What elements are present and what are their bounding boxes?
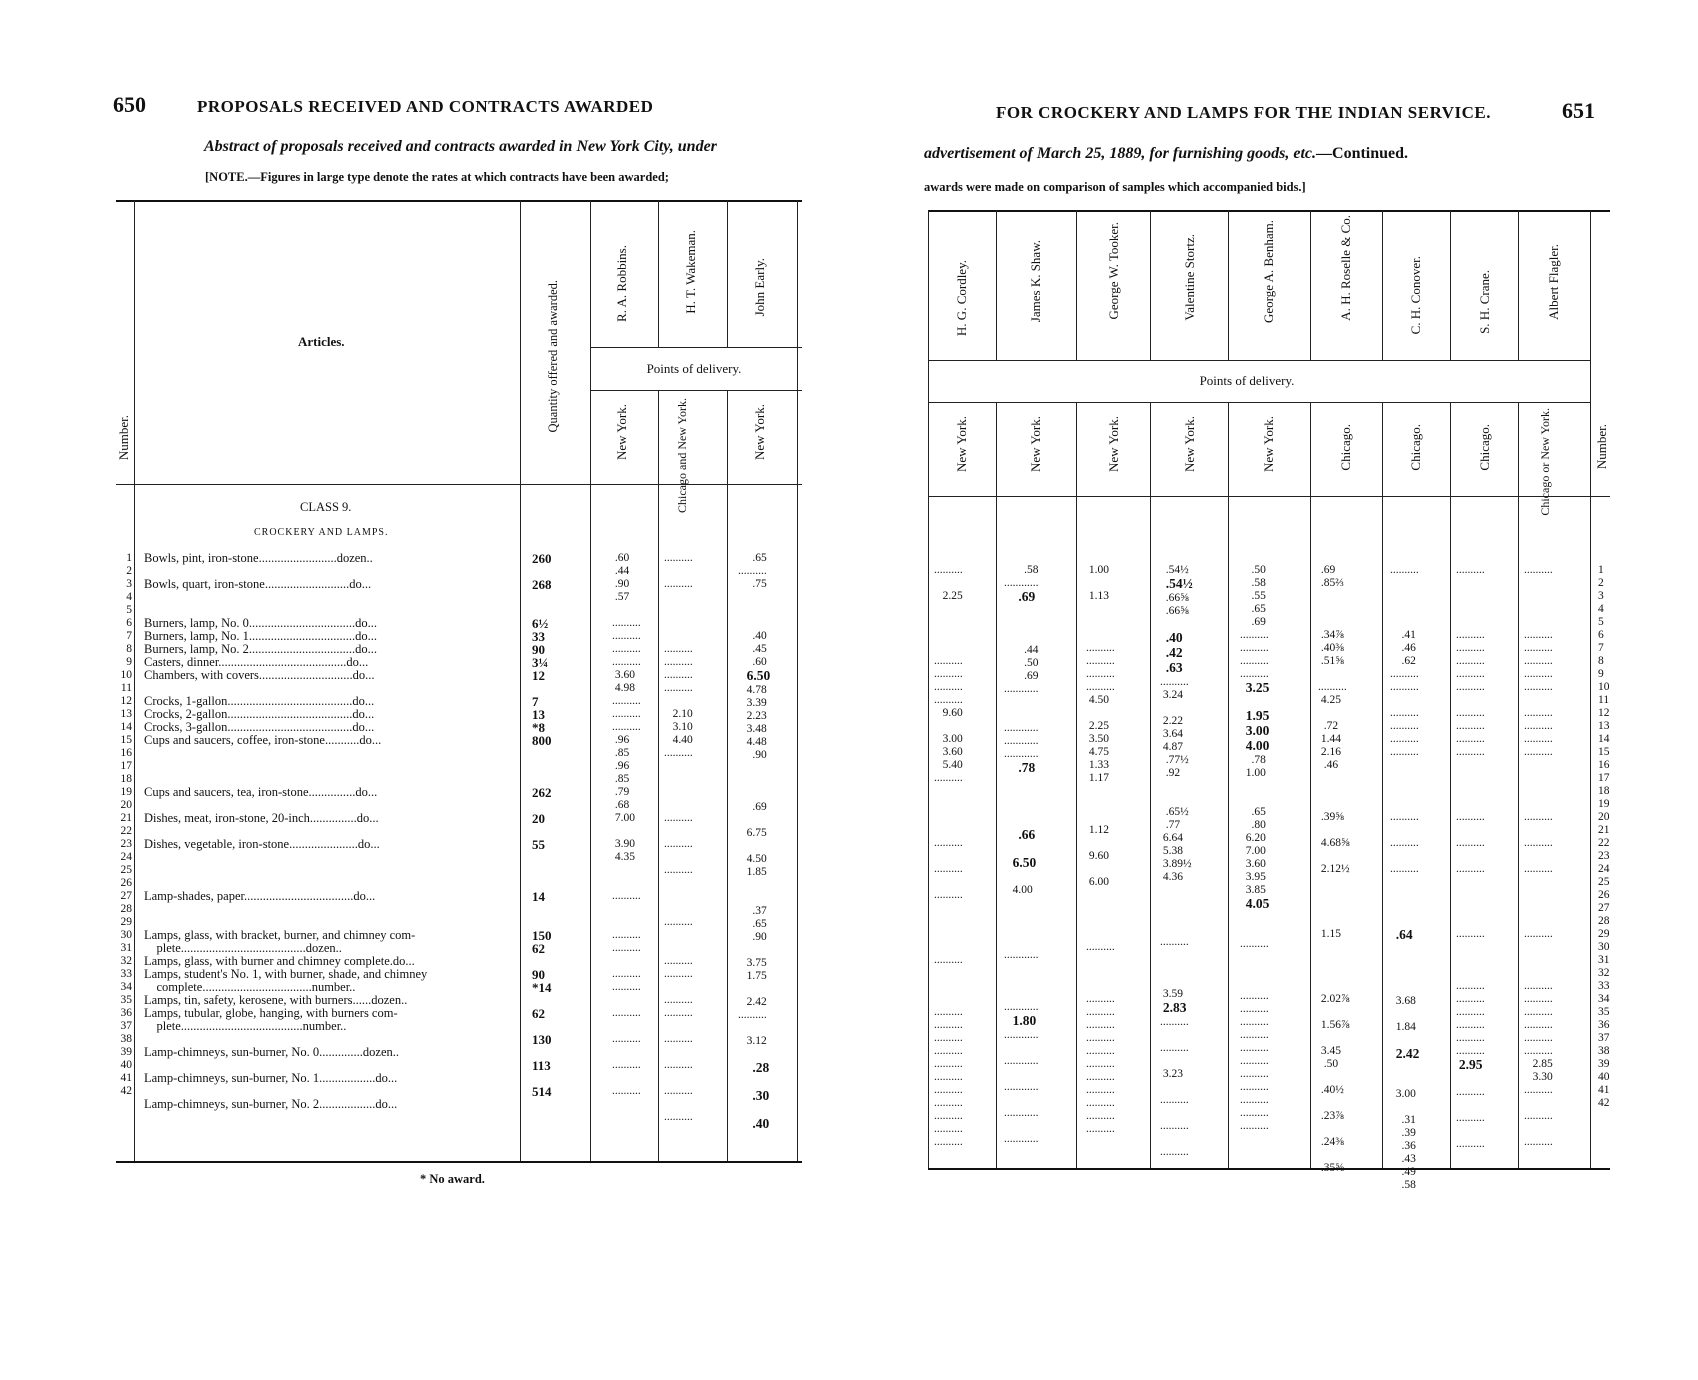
row-number: 40 [120,1059,132,1071]
row-number: 34 [120,981,132,993]
row-number: 7 [1598,642,1604,654]
points-of-delivery-label: Points of delivery. [646,361,742,376]
right-subtitle-tail: —Continued. [1316,145,1409,162]
row-number: 5 [126,604,132,616]
row-number: 35 [1598,1006,1610,1018]
right-col-divider [1518,402,1519,1168]
right-delivery-rule [928,402,1590,403]
row-number: 30 [1598,941,1610,953]
bidder-header: Albert Flagler. [1546,244,1561,320]
class-subtitle: CROCKERY AND LAMPS. [254,527,389,538]
row-number: 12 [1598,707,1610,719]
right-number-header: Number. [1594,424,1609,470]
right-col-divider [1450,402,1451,1168]
right-header-rule [928,496,1610,497]
bidder-header: R. A. Robbins. [614,245,629,322]
row-number: 30 [120,929,132,941]
delivery-point: Chicago and New York. [675,398,689,513]
row-number: 19 [120,786,132,798]
row-number: 28 [1598,915,1610,927]
row-number: 10 [1598,681,1610,693]
left-delivery-rule [590,390,802,391]
row-number: 15 [1598,746,1610,758]
row-number: 9 [1598,668,1604,680]
row-number: 6 [1598,629,1604,641]
right-col-divider [1228,210,1229,360]
roselle-column: .69 .85⅔ .34⅞ .40⅜ .51⅝ .......... 4.25 .72 1.44 2.16 .46 .39⅝ 4.68⅝ 2.12½ 1.15 2.02⅞ 1.56⅞ 3.45 .50 .40½ .23⅞ .24⅜ .35⅝ [1318,564,1350,1174]
row-number: 40 [1598,1071,1610,1083]
left-page-number: 650 [113,92,146,117]
row-number: 3 [1598,590,1604,602]
row-number: 14 [120,721,132,733]
left-running-head: PROPOSALS RECEIVED AND CONTRACTS AWARDED [197,97,654,116]
row-number: 20 [120,799,132,811]
right-page-number: 651 [1562,98,1595,123]
right-col-divider [1590,210,1591,1168]
row-number: 11 [1598,694,1610,706]
stortz-column: .54½ .54½ .66⅝ .66⅝ .40 .42 .63 .......... 3.24 2.22 3.64 4.87 .77½ .92 .65½ .77 6.64 5.38 3.89½ 4.36 .......... 3.59 2.83 .......... .......... 3.23 .......... .......... .......... [1160,564,1193,1158]
row-number: 29 [120,916,132,928]
right-col-divider [1150,210,1151,360]
row-number: 19 [1598,798,1610,810]
row-number: 14 [1598,733,1610,745]
row-number: 26 [120,877,132,889]
articles-list: Bowls, pint, iron-stone.........................dozen.. Bowls, quart, iron-stone...........................do... Burners, lamp, No. 0..................................do... Burners, lamp, No. 1..................................do... Burners, lamp, No. 2..................................do... Casters, dinner.........................................do... Chambers, with covers..............................do... Crocks, 1-gallon........................................do... Crocks, 2-gallon........................................do... Crocks, 3-gallon........................................do... Cups and saucers, coffee, iron-stone...........do... Cups and saucers, tea, iron-stone...............do... Dishes, meat, iron-stone, 20-inch...............do... Dishes, vegetable, iron-stone......................do... Lamp-shades, paper...................................do... Lamps, glass, with bracket, burner, and chimney com- plete........................................dozen.. Lamps, glass, with burner and chimney complete.do... Lamps, student's No. 1, with burner, shade, and chimney complete...................................number.. Lamps, tin, safety, kerosene, with burners......dozen.. Lamps, tubular, globe, hanging, with burners com- plete.......................................number.. Lamp-chimneys, sun-burner, No. 0..............dozen.. Lamp-chimneys, sun-burner, No. 1..................do... Lamp-chimneys, sun-burner, No. 2..................do... [144,551,428,1111]
left-table-bottom-rule [116,1161,802,1163]
row-number: 39 [120,1046,132,1058]
conover-column: .......... .41 .46 .62 .......... .......... .......... .......... .......... .......... .......... .......... .......... .64 3.68 1.84 2.42 3.00 .31 .39 .36 .43 .49 .58 [1390,564,1420,1191]
left-col-divider [727,200,728,347]
points-of-delivery-label: Points of delivery. [1199,373,1295,388]
delivery-point: Chicago. [1477,424,1492,471]
row-number: 16 [1598,759,1610,771]
delivery-point: Chicago. [1338,424,1353,471]
delivery-point: Chicago. [1408,424,1423,471]
delivery-point: New York. [1106,416,1121,472]
bidder-header: John Early. [752,258,767,317]
row-number: 24 [1598,863,1610,875]
bidder-header: Valentine Stortz. [1182,234,1197,321]
row-number: 26 [1598,889,1610,901]
right-subtitle-italic: advertisement of March 25, 1889, for furnishing goods, etc. [924,145,1317,162]
bidder-header: George W. Tooker. [1106,222,1121,320]
row-number: 35 [120,994,132,1006]
row-number: 7 [126,630,132,642]
right-col-divider [1518,210,1519,360]
row-number: 31 [1598,954,1610,966]
left-col-divider [797,200,798,1161]
row-number: 21 [120,812,132,824]
row-number: 31 [120,942,132,954]
right-note: awards were made on comparison of samples which accompanied bids.] [924,180,1306,194]
row-number: 17 [1598,772,1610,784]
delivery-point: New York. [954,416,969,472]
row-number: 8 [1598,655,1604,667]
row-number: 4 [126,591,132,603]
row-number: 13 [1598,720,1610,732]
right-table-top-rule [928,210,1610,212]
row-number: 32 [120,955,132,967]
footnote: * No award. [420,1172,485,1186]
right-col-divider [1076,210,1077,360]
right-col-divider [1382,210,1383,360]
row-number: 17 [120,760,132,772]
left-col-divider [520,200,521,1161]
row-number: 4 [1598,603,1604,615]
row-number: 27 [120,890,132,902]
row-number: 20 [1598,811,1610,823]
bidder-header: S. H. Crane. [1477,270,1492,334]
delivery-point: New York. [752,404,767,460]
tooker-column: 1.00 1.13 .......... .......... .......... .......... 4.50 2.25 3.50 4.75 1.33 1.17 1.12 9.60 6.00 .......... .......... .......... .......... .......... .......... .......... .......... .......... .......... .......... .......... [1086,564,1115,1135]
row-number: 16 [120,747,132,759]
right-bidder-rule [928,360,1590,361]
right-table-bottom-rule [928,1168,1610,1170]
row-number: 18 [1598,785,1610,797]
row-number: 5 [1598,616,1604,628]
row-number: 23 [1598,850,1610,862]
articles-header: Articles. [298,334,345,349]
benham-column: .50 .58 .55 .65 .69 .......... .......... .......... .......... 3.25 1.95 3.00 4.00 .78 1.00 .65 .80 6.20 7.00 3.60 3.95 3.85 4.05 .......... .......... .......... .......... .......... .......... .......... .......... .......... .......... .......... .......... [1240,564,1270,1132]
flagler-column: .......... .......... .......... .......... .......... .......... .......... .......... .......... .......... .......... .......... .......... .......... .......... .......... .......... .......... .......... .......... 2.85 3.30 .......... .......... .......... [1524,564,1553,1148]
row-number: 34 [1598,993,1610,1005]
row-number: 25 [1598,876,1610,888]
row-number: 13 [120,708,132,720]
bidder-header: H. G. Cordley. [954,260,969,337]
row-number: 42 [1598,1097,1610,1109]
right-col-divider [1228,402,1229,1168]
bidder-header: H. T. Wakeman. [683,230,698,314]
row-number: 33 [120,968,132,980]
left-col-divider [727,390,728,1161]
row-number: 38 [120,1033,132,1045]
robbins-column: .60 .44 .90 .57 .......... .......... .......... .......... 3.60 4.98 .......... .......... .......... .96 .85 .96 .85 .79 .68 7.00 3.90 4.35 .......... .......... .......... .......... .......... .......... .......... .......... .......... [612,552,641,1097]
right-col-divider [1382,402,1383,1168]
row-number: 10 [120,669,132,681]
crane-column: .......... .......... .......... .......... .......... .......... .......... .......... .......... .......... .......... .......... .......... .......... .......... .......... .......... .......... .......... .......... 2.95 .......... .......... .......... [1456,564,1485,1150]
left-note: [NOTE.—Figures in large type denote the rates at which contracts have been awarded; [205,170,669,184]
right-col-divider [928,210,929,1168]
row-number: 33 [1598,980,1610,992]
row-number: 23 [120,838,132,850]
row-number: 25 [120,864,132,876]
right-col-divider [1310,210,1311,360]
right-col-divider [1310,402,1311,1168]
row-number: 22 [120,825,132,837]
delivery-point: Chicago or New York. [1538,408,1552,516]
row-number: 12 [120,695,132,707]
row-number: 41 [120,1072,132,1084]
delivery-point: New York. [1028,416,1043,472]
row-number: 37 [1598,1032,1610,1044]
bidder-header: George A. Benham. [1261,220,1276,324]
row-number: 3 [126,578,132,590]
delivery-point: New York. [614,404,629,460]
row-number: 11 [120,682,132,694]
cordley-column: .......... 2.25 .......... .......... .......... .......... 9.60 3.00 3.60 5.40 .......... .......... .......... .......... .......... .......... .......... .......... .......... .......... .......... .......... .......... .......... .......... .......... [934,564,963,1148]
row-number: 1 [1598,564,1604,576]
bidder-header: A. H. Roselle & Co. [1338,215,1353,321]
row-number: 36 [120,1007,132,1019]
row-number: 18 [120,773,132,785]
left-col-divider [658,390,659,1161]
row-number: 24 [120,851,132,863]
row-number: 29 [1598,928,1610,940]
right-col-divider [1150,402,1151,1168]
wakeman-column: .......... .......... .......... .......... .......... .......... 2.10 3.10 4.40 .......... .......... .......... .......... .......... .......... .......... .......... .......... .......... .......... .......... .......... [664,552,693,1123]
delivery-point: New York. [1182,416,1197,472]
early-column: .65 .......... .75 .40 .45 .60 6.50 4.78 3.39 2.23 3.48 4.48 .90 .69 6.75 4.50 1.85 .37 .65 .90 3.75 1.75 2.42 .......... 3.12 .28 .30 .40 [738,552,771,1131]
left-number-header: Number. [116,415,131,461]
delivery-point: New York. [1261,416,1276,472]
row-number: 32 [1598,967,1610,979]
right-col-divider [996,210,997,360]
left-col-divider [658,200,659,347]
row-number: 41 [1598,1084,1610,1096]
right-col-divider [1450,210,1451,360]
right-subtitle [924,145,1408,163]
row-number: 2 [1598,577,1604,589]
row-number: 6 [126,617,132,629]
left-subtitle: Abstract of proposals received and contracts awarded in New York City, under [204,138,717,155]
shaw-column: .58 ............ .69 .44 .50 .69 ............ ............ ............ ............ .78 .66 6.50 4.00 ............ ............ 1.80 ............ ............ ............ ............ ............ [1004,564,1039,1145]
row-number: 15 [120,734,132,746]
row-number: 39 [1598,1058,1610,1070]
row-number: 2 [126,565,132,577]
row-number: 27 [1598,902,1610,914]
right-col-divider [996,402,997,1168]
left-col-divider [134,200,135,1161]
right-col-divider [1076,402,1077,1168]
class-title: CLASS 9. [300,500,352,514]
row-number: 9 [126,656,132,668]
left-bidder-rule [590,347,802,348]
bidder-header: C. H. Conover. [1408,256,1423,335]
quantity-column: 260 268 6½ 33 90 3¼ 12 7 13 *8 800 262 20 55 14 150 62 90 *14 62 130 113 514 [532,551,552,1099]
row-number: 8 [126,643,132,655]
row-number: 1 [126,552,132,564]
row-number: 36 [1598,1019,1610,1031]
bidder-header: James K. Shaw. [1028,240,1043,323]
row-number: 22 [1598,837,1610,849]
row-number: 38 [1598,1045,1610,1057]
right-running-head: FOR CROCKERY AND LAMPS FOR THE INDIAN SERVICE. [996,103,1492,122]
left-number-column [116,552,132,1098]
left-col-divider [590,200,591,1161]
row-number: 28 [120,903,132,915]
left-table-top-rule [116,200,802,202]
row-number: 37 [120,1020,132,1032]
quantity-header: Quantity offered and awarded. [546,280,560,433]
row-number: 42 [120,1085,132,1097]
row-number: 21 [1598,824,1610,836]
right-number-column [1598,564,1610,1110]
